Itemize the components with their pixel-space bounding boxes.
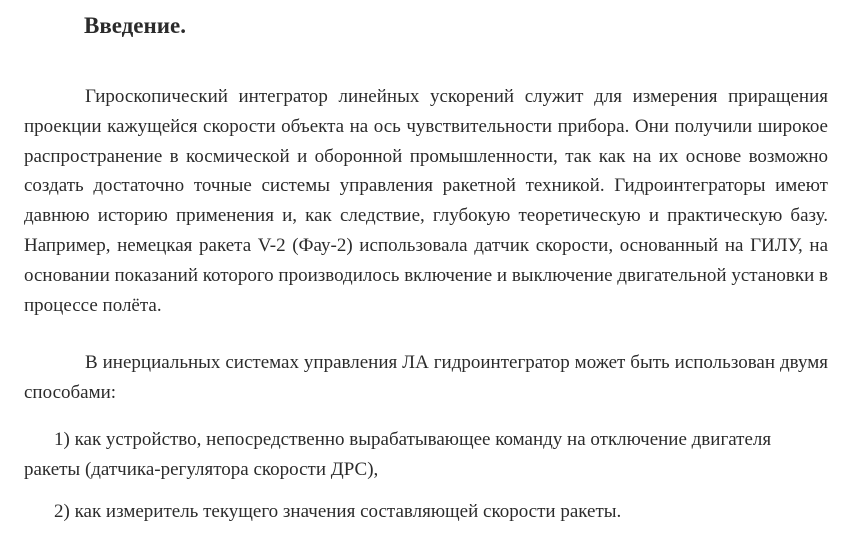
section-heading: Введение. [84, 13, 186, 38]
list-item: 2) как измеритель текущего значения составляющей скорости ракеты. [54, 501, 622, 522]
usage-paragraph: В инерциальных системах управления ЛА гидроинтегратор может быть использован двумя способами: [24, 352, 828, 403]
intro-paragraph: Гироскопический интегратор линейных ускорений служит для измерения приращения проекции кажущейся скорости объекта на ось чувствительности прибора. Они получили широкое распространение в космической и оборонной промышленности, так как на их основе возможно создать достаточно точные системы управления ракетной техникой. Гидроинтеграторы имеют давнюю историю применения и, как следствие, глубокую теоретическую и практическую базу. Например, немецкая ракета V-2 (Фау-2) использовала датчик скорости, основанный на ГИЛУ, на основании показаний которого производилось включение и выключение двигательной установки в процессе полёта. [24, 86, 828, 316]
list-item: 1) как устройство, непосредственно вырабатывающее команду на отключение двигателя ракеты (датчика-регулятора скорости ДРС), [24, 429, 772, 480]
